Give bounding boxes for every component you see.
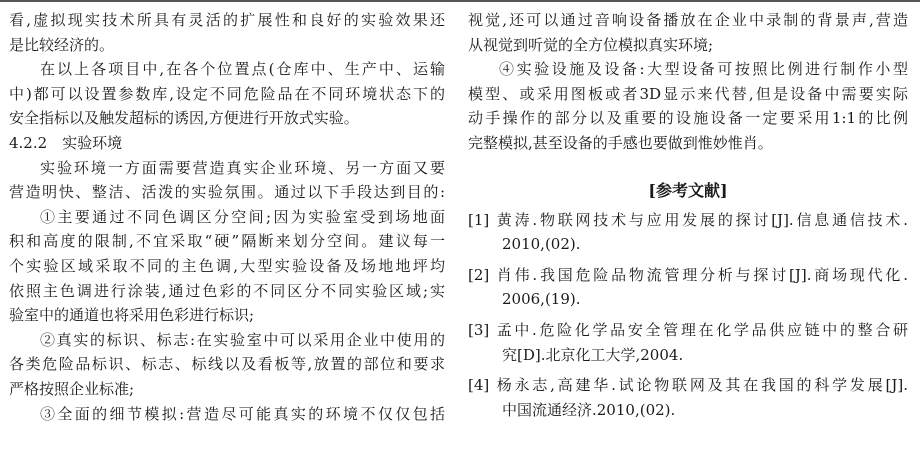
body-line: 个实验区域采取不同的主色调,大型实验设备及场地地坪均	[9, 256, 445, 275]
reference-item	[468, 263, 908, 312]
reference-line: 2006,(19).	[502, 290, 581, 309]
reference-line: 中国流通经济.2010,(02).	[502, 400, 676, 419]
body-line: 营造明快、整洁、活泼的实验氛围。通过以下手段达到目的:	[9, 183, 445, 202]
left-column	[9, 8, 445, 426]
references-title: [参考文献]	[648, 180, 728, 200]
body-line: 实验环境一方面需要营造真实企业环境、另一方面又要	[40, 158, 445, 177]
reference-line: [4] 杨永志,高建华.试论物联网及其在我国的科学发展[J].	[468, 376, 908, 395]
body-line: 看,虚拟现实技术所具有灵活的扩展性和良好的实验效果还	[9, 11, 445, 29]
body-line: 严格按照企业标准;	[9, 379, 135, 398]
body-line: 完整模拟,甚至设备的手感也要做到惟妙惟肖。	[468, 133, 773, 152]
body-line: 积和高度的限制,不宜采取“硬”隔断来划分空间。建议每一	[9, 232, 445, 251]
body-line: 从视觉到听觉的全方位模拟真实环境;	[468, 35, 714, 54]
reference-item	[468, 373, 908, 422]
body-line: 验室中的通道也将采用色彩进行标识;	[9, 306, 255, 325]
body-line: 依照主色调进行涂装,通过色彩的不同区分不同实验区域;实	[9, 281, 445, 300]
body-line: 在以上各项目中,在各个位置点(仓库中、生产中、运输	[40, 60, 445, 79]
reference-line: [3] 孟中.危险化学品安全管理在化学品供应链中的整合研	[468, 320, 908, 339]
body-line: ④实验设施及设备:大型设备可按照比例进行制作小型	[499, 60, 908, 79]
section-heading: 4.2.2 实验环境	[9, 133, 123, 152]
reference-line: 究[D].北京化工大学,2004.	[502, 345, 684, 364]
body-line: 视觉,还可以通过音响设备播放在企业中录制的背景声,营造	[468, 11, 908, 29]
body-line: ①主要通过不同色调区分空间;因为实验室受到场地面	[40, 207, 445, 226]
body-line: 安全指标以及触发超标的诱因,方便进行开放式实验。	[9, 109, 359, 128]
body-line: 模型、或采用图板或者3D显示来代替,但是设备中需要实际	[468, 84, 908, 103]
header-rule	[0, 0, 920, 2]
reference-line: 2010,(02).	[502, 235, 581, 254]
reference-line: [2] 肖伟.我国危险品物流管理分析与探讨[J].商场现代化.	[468, 265, 908, 284]
right-column	[468, 8, 908, 422]
body-line: 是比较经济的。	[9, 35, 115, 54]
body-line: 动手操作的部分以及重要的设施设备一定要采用1:1的比例	[468, 109, 908, 128]
reference-line: [1] 黄涛.物联网技术与应用发展的探讨[J].信息通信技术.	[468, 210, 908, 229]
body-line: ②真实的标识、标志:在实验室中可以采用企业中使用的	[40, 330, 445, 349]
body-line: ③全面的细节模拟:营造尽可能真实的环境不仅仅包括	[40, 404, 445, 423]
reference-item	[468, 318, 908, 367]
body-line: 各类危险品标识、标志、标线以及看板等,放置的部位和要求	[9, 355, 445, 374]
reference-item	[468, 208, 908, 257]
body-line: 中)都可以设置参数库,设定不同危险品在不同环境状态下的	[9, 84, 445, 103]
